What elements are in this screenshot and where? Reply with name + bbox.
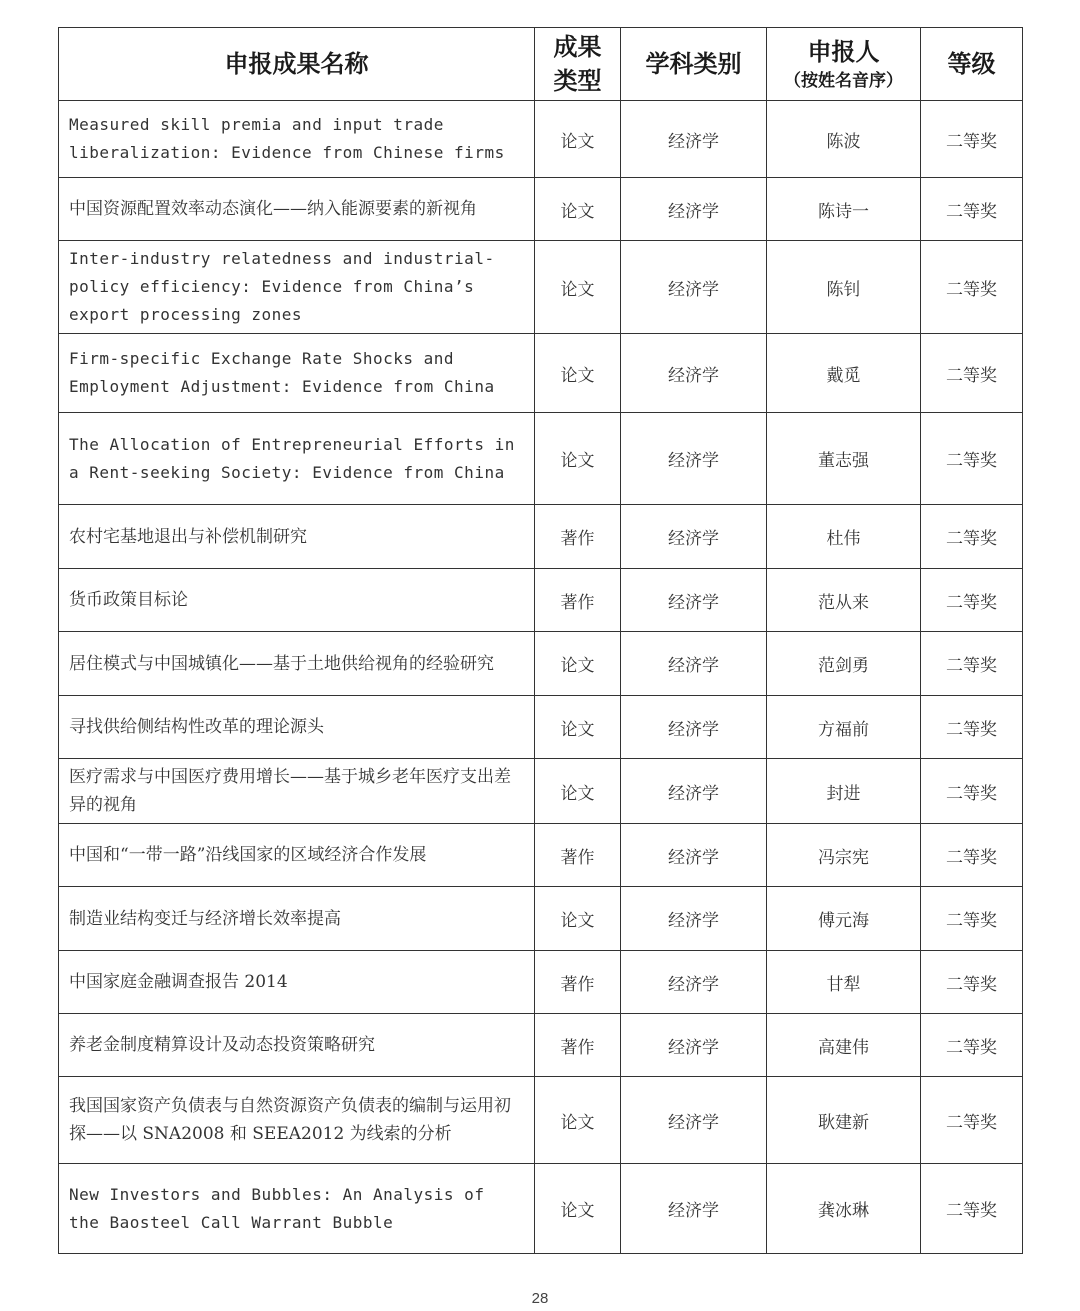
table-row — [59, 178, 1023, 241]
header-grade — [921, 28, 1023, 101]
row-grade: 二等奖 — [921, 569, 1023, 632]
row-applicant: 杜伟 — [767, 505, 921, 569]
row-discipline: 经济学 — [621, 696, 767, 759]
row-title: 农村宅基地退出与补偿机制研究 — [59, 505, 535, 569]
row-type: 著作 — [535, 505, 621, 569]
row-type: 论文 — [535, 241, 621, 334]
row-title: Measured skill premia and input trade liberalization: Evidence from Chinese firms — [59, 101, 535, 178]
awards-table — [58, 27, 1023, 1254]
row-title: 居住模式与中国城镇化——基于土地供给视角的经验研究 — [59, 632, 535, 696]
row-discipline: 经济学 — [621, 951, 767, 1014]
row-applicant: 陈波 — [767, 101, 921, 178]
row-grade: 二等奖 — [921, 505, 1023, 569]
row-type: 论文 — [535, 887, 621, 951]
row-grade: 二等奖 — [921, 101, 1023, 178]
table-row — [59, 569, 1023, 632]
row-title: 中国家庭金融调查报告 2014 — [59, 951, 535, 1014]
row-type: 论文 — [535, 413, 621, 505]
row-applicant: 耿建新 — [767, 1077, 921, 1164]
header-title-label: 申报成果名称 — [224, 50, 369, 78]
row-grade: 二等奖 — [921, 413, 1023, 505]
header-discipline-label: 学科类别 — [645, 50, 742, 78]
table-row — [59, 413, 1023, 505]
row-type: 著作 — [535, 951, 621, 1014]
row-type: 论文 — [535, 178, 621, 241]
row-grade: 二等奖 — [921, 632, 1023, 696]
table-row — [59, 101, 1023, 178]
header-applicant-label: 申报人 — [807, 38, 880, 66]
row-type: 论文 — [535, 632, 621, 696]
row-grade: 二等奖 — [921, 887, 1023, 951]
row-discipline: 经济学 — [621, 101, 767, 178]
row-type: 著作 — [535, 569, 621, 632]
row-title: 制造业结构变迁与经济增长效率提高 — [59, 887, 535, 951]
row-applicant: 陈诗一 — [767, 178, 921, 241]
header-title — [59, 28, 535, 101]
row-applicant: 戴觅 — [767, 334, 921, 413]
row-title: 寻找供给侧结构性改革的理论源头 — [59, 696, 535, 759]
table-row — [59, 241, 1023, 334]
table-row — [59, 696, 1023, 759]
row-discipline: 经济学 — [621, 632, 767, 696]
table-row — [59, 951, 1023, 1014]
row-grade: 二等奖 — [921, 1164, 1023, 1254]
row-title: New Investors and Bubbles: An Analysis of the Baosteel Call Warrant Bubble — [59, 1164, 535, 1254]
table-row — [59, 334, 1023, 413]
row-discipline: 经济学 — [621, 1164, 767, 1254]
row-discipline: 经济学 — [621, 241, 767, 334]
row-applicant: 高建伟 — [767, 1014, 921, 1077]
row-discipline: 经济学 — [621, 569, 767, 632]
row-type: 著作 — [535, 1014, 621, 1077]
row-applicant: 傅元海 — [767, 887, 921, 951]
row-title: 养老金制度精算设计及动态投资策略研究 — [59, 1014, 535, 1077]
row-type: 论文 — [535, 101, 621, 178]
row-grade: 二等奖 — [921, 178, 1023, 241]
table-row — [59, 824, 1023, 887]
row-applicant: 封进 — [767, 759, 921, 824]
header-type-line1: 成果 — [553, 33, 602, 61]
table-row — [59, 505, 1023, 569]
row-discipline: 经济学 — [621, 759, 767, 824]
row-type: 论文 — [535, 1164, 621, 1254]
row-grade: 二等奖 — [921, 759, 1023, 824]
row-applicant: 董志强 — [767, 413, 921, 505]
row-type: 论文 — [535, 759, 621, 824]
table-row — [59, 1164, 1023, 1254]
header-type — [535, 28, 621, 101]
header-row — [59, 28, 1023, 101]
row-discipline: 经济学 — [621, 413, 767, 505]
header-type-line2: 类型 — [553, 67, 602, 95]
row-discipline: 经济学 — [621, 887, 767, 951]
table-row — [59, 632, 1023, 696]
row-grade: 二等奖 — [921, 1014, 1023, 1077]
row-grade: 二等奖 — [921, 951, 1023, 1014]
page-number: 28 — [531, 1290, 549, 1307]
row-discipline: 经济学 — [621, 178, 767, 241]
row-type: 著作 — [535, 824, 621, 887]
row-grade: 二等奖 — [921, 241, 1023, 334]
row-type: 论文 — [535, 696, 621, 759]
row-grade: 二等奖 — [921, 1077, 1023, 1164]
row-title: Firm-specific Exchange Rate Shocks and Employment Adjustment: Evidence from China — [59, 334, 535, 413]
row-applicant: 范剑勇 — [767, 632, 921, 696]
row-discipline: 经济学 — [621, 505, 767, 569]
row-discipline: 经济学 — [621, 334, 767, 413]
row-title: 货币政策目标论 — [59, 569, 535, 632]
header-applicant — [767, 28, 921, 101]
row-applicant: 龚冰琳 — [767, 1164, 921, 1254]
table-row — [59, 887, 1023, 951]
row-title: 我国国家资产负债表与自然资源资产负债表的编制与运用初探——以 SNA2008 和 SEEA2012 为线索的分析 — [59, 1077, 535, 1164]
row-applicant: 方福前 — [767, 696, 921, 759]
row-grade: 二等奖 — [921, 824, 1023, 887]
table-row — [59, 1014, 1023, 1077]
row-applicant: 冯宗宪 — [767, 824, 921, 887]
row-title: 中国资源配置效率动态演化——纳入能源要素的新视角 — [59, 178, 535, 241]
row-grade: 二等奖 — [921, 334, 1023, 413]
row-type: 论文 — [535, 1077, 621, 1164]
row-title: Inter-industry relatedness and industrial-policy efficiency: Evidence from China’s export processing zones — [59, 241, 535, 334]
row-title: 中国和“一带一路”沿线国家的区域经济合作发展 — [59, 824, 535, 887]
row-applicant: 范从来 — [767, 569, 921, 632]
row-title: 医疗需求与中国医疗费用增长——基于城乡老年医疗支出差异的视角 — [59, 759, 535, 824]
row-grade: 二等奖 — [921, 696, 1023, 759]
row-discipline: 经济学 — [621, 1077, 767, 1164]
table-row — [59, 1077, 1023, 1164]
row-applicant: 陈钊 — [767, 241, 921, 334]
row-type: 论文 — [535, 334, 621, 413]
table-row — [59, 759, 1023, 824]
row-applicant: 甘犁 — [767, 951, 921, 1014]
header-discipline — [621, 28, 767, 101]
row-discipline: 经济学 — [621, 1014, 767, 1077]
row-title: The Allocation of Entrepreneurial Efforts in a Rent-seeking Society: Evidence from China — [59, 413, 535, 505]
row-discipline: 经济学 — [621, 824, 767, 887]
header-applicant-note: （按姓名音序） — [784, 71, 903, 91]
header-grade-label: 等级 — [947, 50, 996, 78]
